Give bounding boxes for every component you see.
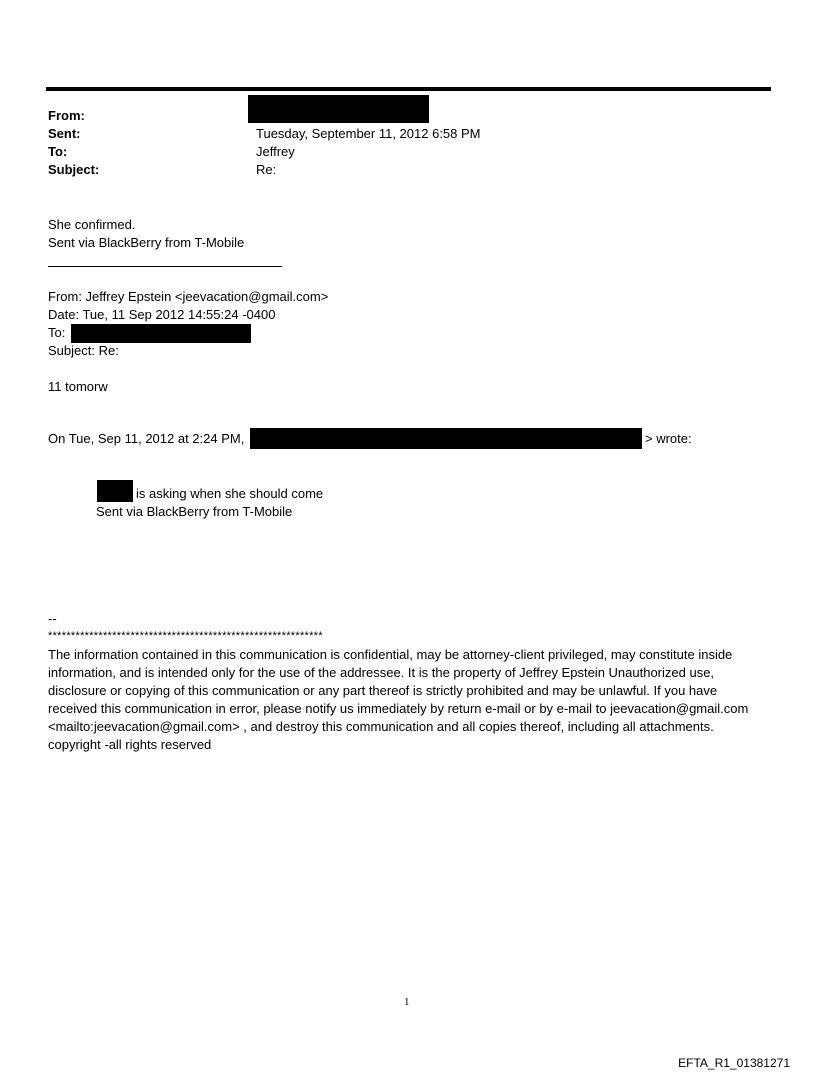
signature-dashes: -- — [48, 611, 57, 626]
separator-rule — [48, 266, 282, 267]
body-line-1: She confirmed. — [48, 217, 136, 232]
forwarded-to-label: To: — [48, 325, 66, 340]
sent-value: Tuesday, September 11, 2012 6:58 PM — [256, 126, 481, 141]
subject-value: Re: — [256, 162, 277, 177]
redaction-sender — [250, 428, 642, 449]
body-line-2: Sent via BlackBerry from T-Mobile — [48, 235, 245, 250]
quote-line-1: is asking when she should come — [136, 486, 324, 501]
bates-number: EFTA_R1_01381271 — [678, 1056, 790, 1070]
quote-line-2: Sent via BlackBerry from T-Mobile — [96, 504, 293, 519]
forwarded-date: Date: Tue, 11 Sep 2012 14:55:24 -0400 — [48, 307, 276, 322]
forwarded-subject: Subject: Re: — [48, 343, 119, 358]
to-value: Jeffrey — [256, 144, 295, 159]
redaction-name — [97, 480, 133, 502]
sent-label: Sent: — [48, 126, 81, 141]
forwarded-message: 11 tomorw — [48, 379, 108, 394]
redaction-to — [71, 324, 251, 343]
confidentiality-disclaimer: The information contained in this communication is confidential, may be attorney-client privileged, may constitute inside information, and is intended only for the use of the addressee. It is the property of Jeffrey Epstein Unauthorized use, disclosure or copying of this communication or any part thereof is strictly prohibited and may be unlawful. If you have received this communication in error, please notify us immediately by return e-mail or by e-mail to jeevacation@gmail.com <mailto:jeevacation@gmail.com> , and destroy this communication and all copies thereof, including all attachments. copyright -all rights reserved — [48, 647, 749, 752]
quote-wrote: > wrote: — [645, 431, 692, 446]
signature-stars: ************************************************************ — [48, 630, 323, 642]
from-label: From: — [48, 108, 85, 123]
subject-label: Subject: — [48, 162, 100, 177]
header-top-rule — [46, 87, 771, 91]
redaction-from — [248, 95, 429, 123]
quote-intro: On Tue, Sep 11, 2012 at 2:24 PM, — [48, 431, 245, 446]
to-label: To: — [48, 144, 68, 159]
forwarded-from: From: Jeffrey Epstein <jeevacation@gmail.com> — [48, 289, 329, 304]
page-number: 1 — [404, 996, 410, 1008]
